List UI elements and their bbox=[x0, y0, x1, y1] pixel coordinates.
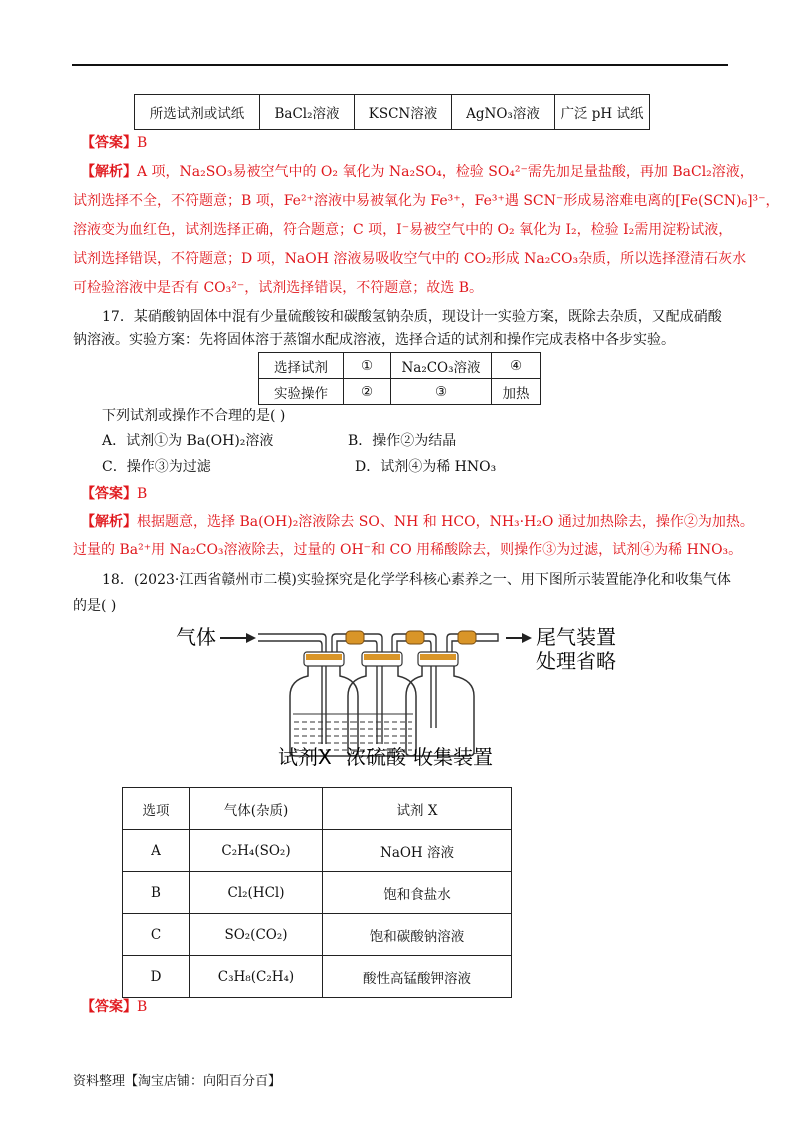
q17-cell: ① bbox=[344, 353, 391, 379]
q16-analysis-line: 可检验溶液中是否有 CO₃²⁻，试剂选择错误，不符题意；故选 B。 bbox=[73, 280, 483, 296]
tubing bbox=[258, 634, 498, 744]
q18-cell: NaOH 溶液 bbox=[323, 830, 512, 872]
q17-cell: 实验操作 bbox=[259, 379, 344, 405]
q17-table bbox=[258, 352, 541, 405]
q16-analysis-line: 溶液变为血红色，试剂选择正确，符合题意；C 项，I⁻易被空气中的 O₂ 氧化为 I₂，检验 I₂需用淀粉试液， bbox=[73, 222, 733, 238]
q17-cell: Na₂CO₃溶液 bbox=[391, 353, 492, 379]
label-collection: 收集装置 bbox=[413, 745, 493, 769]
q18-stem: 的是( ) bbox=[73, 598, 117, 614]
q17-option-a: A．试剂①为 Ba(OH)₂溶液 bbox=[102, 433, 274, 449]
q18-cell: 饱和碳酸钠溶液 bbox=[323, 914, 512, 956]
q17-option-c: C．操作③为过滤 bbox=[102, 459, 211, 475]
reagent-cell: BaCl₂溶液 bbox=[260, 95, 355, 130]
reagent-cell: 所选试剂或试纸 bbox=[135, 95, 260, 130]
q17-cell: 加热 bbox=[492, 379, 541, 405]
q16-analysis-line: 试剂选择错误，不符题意；D 项，NaOH 溶液易吸收空气中的 CO₂形成 Na₂CO₃杂质，所以选择澄清石灰水 bbox=[73, 251, 747, 267]
exhaust-label-2: 处理省略 bbox=[536, 649, 616, 673]
q17-analysis-line: 【解析】根据题意，选择 Ba(OH)₂溶液除去 SO、NH 和 HCO，NH₃·H₂O 通过加热除去，操作②为加热。 bbox=[81, 514, 754, 530]
q17-cell: ② bbox=[344, 379, 391, 405]
q16-analysis-line: 【解析】A 项，Na₂SO₃易被空气中的 O₂ 氧化为 Na₂SO₄，检验 SO₄²⁻需先加足量盐酸，再加 BaCl₂溶液， bbox=[81, 164, 754, 180]
q18-header-cell: 试剂 X bbox=[323, 788, 512, 830]
gas-in-label: 气体 bbox=[176, 625, 216, 649]
header-rule bbox=[72, 64, 728, 66]
q16-answer: 【答案】B bbox=[81, 135, 148, 151]
reagent-cell: KSCN溶液 bbox=[355, 95, 452, 130]
reagent-cell: 广泛 pH 试纸 bbox=[555, 95, 650, 130]
q18-cell: C bbox=[123, 914, 190, 956]
reagent-cell: AgNO₃溶液 bbox=[452, 95, 555, 130]
q17-cell: ④ bbox=[492, 353, 541, 379]
q18-cell: Cl₂(HCl) bbox=[190, 872, 323, 914]
q18-cell: D bbox=[123, 956, 190, 998]
q18-options-table bbox=[122, 787, 512, 998]
q18-cell: 酸性高锰酸钾溶液 bbox=[323, 956, 512, 998]
label-sulfuric-acid: 浓硫酸 bbox=[346, 745, 406, 769]
footer-source: 资料整理【淘宝店铺：向阳百分百】 bbox=[73, 1074, 282, 1089]
q17-stem: 钠溶液。实验方案：先将固体溶于蒸馏水配成溶液，选择合适的试剂和操作完成表格中各步实验。 bbox=[73, 332, 675, 348]
bottle-labels bbox=[270, 742, 510, 772]
q18-header-cell: 气体(杂质) bbox=[190, 788, 323, 830]
q18-cell: C₃H₈(C₂H₄) bbox=[190, 956, 323, 998]
q17-answer: 【答案】B bbox=[81, 486, 148, 502]
q17-cell: 选择试剂 bbox=[259, 353, 344, 379]
q18-cell: C₂H₄(SO₂) bbox=[190, 830, 323, 872]
q18-stem: 18．(2023·江西省赣州市二模)实验探究是化学学科核心素养之一、用下图所示装置能净化和收集气体 bbox=[102, 572, 731, 588]
label-reagent-x: 试剂X bbox=[278, 745, 332, 769]
q18-cell: SO₂(CO₂) bbox=[190, 914, 323, 956]
reagent-table bbox=[134, 94, 650, 130]
q16-analysis-line: 试剂选择不全，不符题意；B 项，Fe²⁺溶液中易被氧化为 Fe³⁺，Fe³⁺遇 SCN⁻形成易溶难电离的[Fe(SCN)₆]³⁻， bbox=[73, 193, 780, 209]
q17-analysis-line: 过量的 Ba²⁺用 Na₂CO₃溶液除去，过量的 OH⁻和 CO 用稀酸除去，则操作③为过滤，试剂④为稀 HNO₃。 bbox=[73, 542, 743, 558]
q17-cell: ③ bbox=[391, 379, 492, 405]
q18-answer: 【答案】B bbox=[81, 999, 148, 1015]
inlet-arrow bbox=[220, 633, 256, 643]
q17-option-b: B．操作②为结晶 bbox=[348, 433, 457, 449]
q18-cell: A bbox=[123, 830, 190, 872]
rubber-connectors bbox=[346, 631, 476, 644]
q17-stem: 17．某硝酸钠固体中混有少量硫酸铵和碳酸氢钠杂质，现设计一实验方案，既除去杂质，又配成硝酸 bbox=[102, 309, 722, 325]
q18-header-cell: 选项 bbox=[123, 788, 190, 830]
exhaust-arrow bbox=[506, 633, 532, 643]
q18-cell: 饱和食盐水 bbox=[323, 872, 512, 914]
q17-question: 下列试剂或操作不合理的是( ) bbox=[102, 408, 286, 424]
exhaust-label-1: 尾气装置 bbox=[536, 625, 616, 649]
q17-option-d: D．试剂④为稀 HNO₃ bbox=[355, 459, 497, 475]
q18-cell: B bbox=[123, 872, 190, 914]
